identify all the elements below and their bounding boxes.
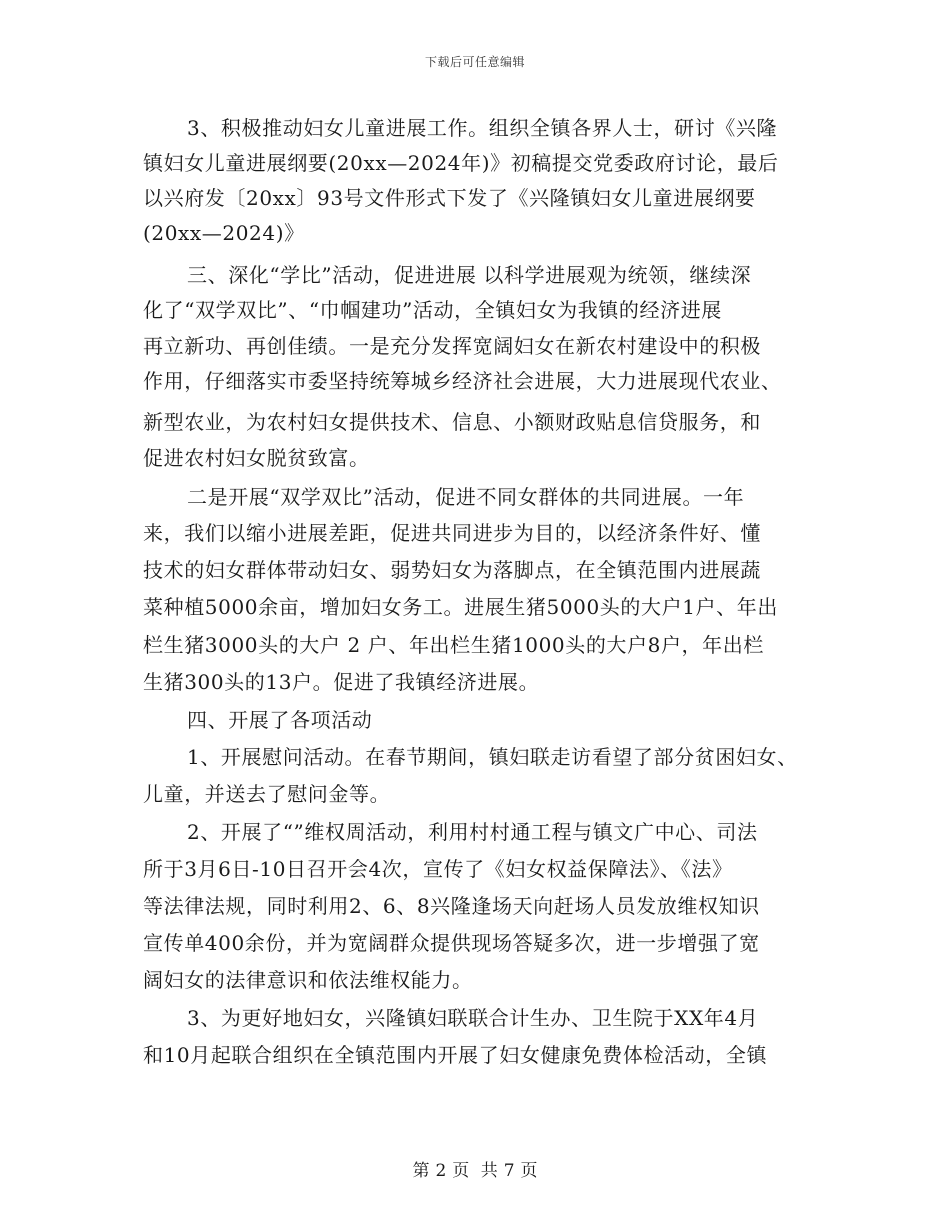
text-line: 宣传单400余份，并为宽阔群众提供现场答疑多次，进一步增强了宽 xyxy=(143,931,760,955)
text-line: 2、开展了“”维权周活动，利用村村通工程与镇文广中心、司法 xyxy=(187,820,758,844)
text-line: 所于3月6日-10日召开会4次，宣传了《妇女权益保障法》、《法》 xyxy=(143,857,733,881)
text-line: 三、深化“学比”活动，促进进展 以科学进展观为统领，继续深 xyxy=(187,263,752,287)
text-line: 四、开展了各项活动 xyxy=(187,708,373,732)
text-line: 二是开展“双学双比”活动，促进不同女群体的共同进展。一年 xyxy=(187,485,745,509)
text-line: 化了“双学双比”、“巾帼建功”活动，全镇妇女为我镇的经济进展 xyxy=(143,298,722,322)
text-line: 生猪300头的13户。促进了我镇经济进展。 xyxy=(143,670,540,694)
text-line: 1、开展慰问活动。在春节期间，镇妇联走访看望了部分贫困妇女、 xyxy=(187,745,798,769)
text-line: (20xx—2024)》 xyxy=(143,221,305,245)
text-line: 促进农村妇女脱贫致富。 xyxy=(143,446,370,470)
text-line: 菜种植5000余亩，增加妇女务工。进展生猪5000头的大户1户、年出 xyxy=(143,595,778,619)
footer-suffix: 页 xyxy=(520,1161,538,1181)
text-line: 3、为更好地妇女，兴隆镇妇联联合计生办、卫生院于XX年4月 xyxy=(187,1006,759,1030)
footer-middle: 页 共 xyxy=(452,1161,498,1181)
text-line: 作用，仔细落实市委坚持统筹城乡经济社会进展，大力进展现代农业、 xyxy=(143,369,782,393)
footer-prefix: 第 xyxy=(412,1161,430,1181)
text-line: 3、积极推动妇女儿童进展工作。组织全镇各界人士，研讨《兴隆 xyxy=(187,116,778,140)
header-note: 下载后可任意编辑 xyxy=(424,55,525,69)
text-line: 新型农业，为农村妇女提供技术、信息、小额财政贴息信贷服务，和 xyxy=(143,410,761,434)
text-line: 再立新功、再创佳绩。一是充分发挥宽阔妇女在新农村建设中的积极 xyxy=(143,334,761,358)
text-line: 和10月起联合组织在全镇范围内开展了妇女健康免费体检活动，全镇 xyxy=(143,1043,768,1067)
text-line: 镇妇女儿童进展纲要(20xx—2024年)》初稿提交党委政府讨论，最后 xyxy=(143,151,779,175)
text-line: 技术的妇女群体带动妇女、弱势妇女为落脚点，在全镇范围内进展蔬 xyxy=(143,558,761,582)
page-footer xyxy=(0,1156,950,1181)
current-page-number: 2 xyxy=(435,1161,447,1181)
text-line: 来，我们以缩小进展差距，促进共同进步为目的，以经济条件好、懂 xyxy=(143,521,761,545)
text-line: 以兴府发〔20xx〕93号文件形式下发了《兴隆镇妇女儿童进展纲要 xyxy=(143,186,756,210)
text-line: 栏生猪3000头的大户 2 户、年出栏生猪1000头的大户8户，年出栏 xyxy=(143,633,764,657)
text-line: 等法律法规，同时利用2、6、8兴隆逢场天向赶场人员发放维权知识 xyxy=(143,894,760,918)
text-line: 阔妇女的法律意识和依法维权能力。 xyxy=(143,968,473,992)
total-pages: 7 xyxy=(503,1161,515,1181)
text-line: 儿童，并送去了慰问金等。 xyxy=(143,782,391,806)
